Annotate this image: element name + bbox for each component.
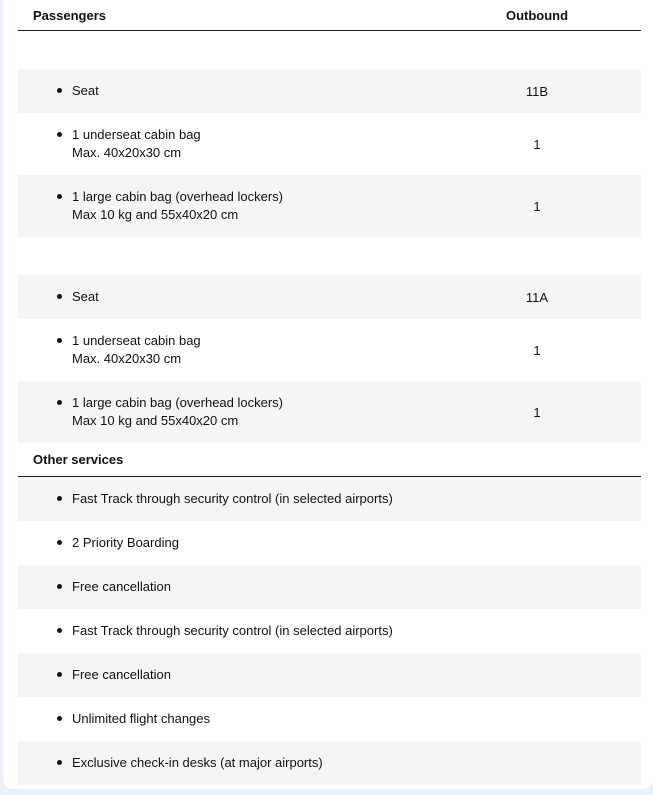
service-label: Free cancellation — [72, 667, 171, 682]
table-row-underseat-bag — [18, 113, 641, 175]
item-label: Seat — [72, 289, 99, 304]
bullet-icon — [57, 540, 62, 545]
item-label: 1 large cabin bag (overhead lockers) — [72, 395, 284, 410]
item-detail: Max 10 kg and 55x40x20 cm — [72, 207, 239, 222]
bullet-icon — [57, 672, 62, 677]
service-label: Unlimited flight changes — [72, 711, 211, 726]
item-detail: Max. 40x20x30 cm — [72, 145, 182, 160]
outbound-value: 1 — [533, 342, 541, 358]
services-card — [3, 0, 653, 789]
service-list-item — [18, 741, 641, 785]
service-list-item — [18, 477, 641, 521]
service-list-item — [18, 565, 641, 609]
item-label: 1 underseat cabin bag — [72, 127, 201, 142]
table-row-underseat-bag — [18, 319, 641, 381]
other-services-title: Other services — [18, 443, 641, 477]
table-row-seat — [18, 275, 641, 319]
passenger-name-spacer — [18, 237, 641, 275]
bullet-icon — [57, 760, 62, 765]
outbound-column-header: Outbound — [505, 7, 569, 23]
service-list-item — [18, 697, 641, 741]
bullet-icon — [57, 496, 62, 501]
bullet-icon — [57, 628, 62, 633]
bullet-icon — [57, 294, 62, 299]
bullet-icon — [57, 584, 62, 589]
item-label: 1 underseat cabin bag — [72, 333, 201, 348]
table-row-large-cabin-bag — [18, 175, 641, 237]
bullet-icon — [57, 132, 62, 137]
service-label: Free cancellation — [72, 579, 171, 594]
passenger-name-spacer — [18, 31, 641, 69]
service-label: Fast Track through security control (in selected airports) — [72, 623, 393, 638]
outbound-value: 1 — [533, 404, 541, 420]
outbound-value: 11B — [525, 83, 549, 99]
item-label: 1 large cabin bag (overhead lockers) — [72, 189, 284, 204]
service-label: Exclusive check-in desks (at major airports) — [72, 755, 323, 770]
item-detail: Max. 40x20x30 cm — [72, 351, 182, 366]
item-label: Seat — [72, 83, 99, 98]
bullet-icon — [57, 88, 62, 93]
service-label: Fast Track through security control (in selected airports) — [72, 491, 393, 506]
outbound-value: 1 — [533, 198, 541, 214]
service-label: 2 Priority Boarding — [72, 535, 179, 550]
passengers-column-header: Passengers — [33, 7, 106, 23]
bullet-icon — [57, 716, 62, 721]
bullet-icon — [57, 194, 62, 199]
bullet-icon — [57, 338, 62, 343]
service-list-item — [18, 521, 641, 565]
service-list-item — [18, 609, 641, 653]
service-list-item — [18, 653, 641, 697]
table-row-seat — [18, 69, 641, 113]
services-table — [18, 0, 641, 785]
table-header — [18, 0, 641, 31]
table-row-large-cabin-bag — [18, 381, 641, 443]
outbound-value: 1 — [533, 136, 541, 152]
bullet-icon — [57, 400, 62, 405]
item-detail: Max 10 kg and 55x40x20 cm — [72, 413, 239, 428]
outbound-value: 11A — [525, 289, 549, 305]
